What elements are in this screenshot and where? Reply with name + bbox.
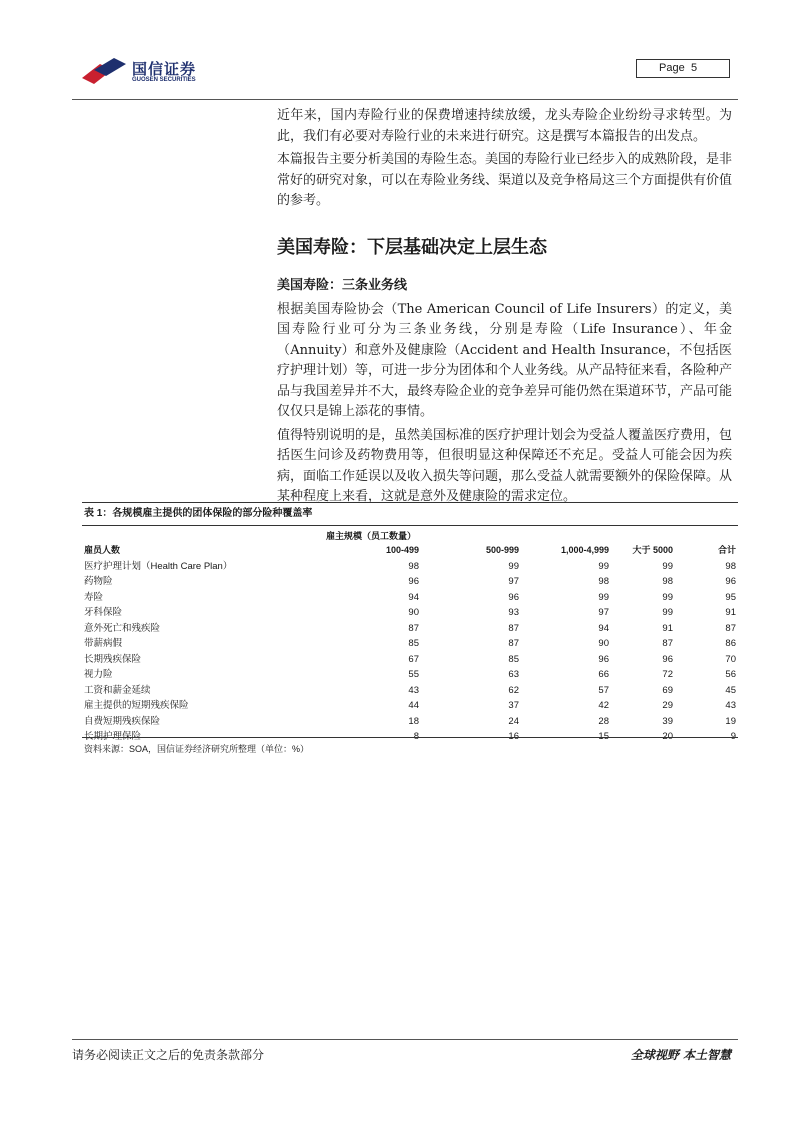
row-value: 91 [725, 607, 736, 618]
table-row [82, 605, 736, 621]
row-value: 87 [725, 622, 736, 634]
row-value: 96 [662, 653, 673, 665]
row-label: 带薪病假 [84, 638, 123, 649]
table-row [82, 559, 736, 575]
row-value: 70 [725, 653, 736, 665]
table-header-row [82, 543, 736, 559]
column-header: 合计 [717, 545, 736, 555]
row-label: 长期残疾保险 [84, 653, 142, 665]
row-value: 37 [508, 700, 519, 711]
main-content [277, 106, 732, 511]
table-bottom-rule [82, 737, 738, 738]
table-row [82, 621, 736, 637]
row-value: 94 [598, 622, 609, 634]
row-value: 90 [598, 638, 609, 649]
row-value: 43 [725, 700, 736, 711]
row-value: 56 [725, 669, 736, 680]
row-value: 99 [662, 560, 673, 572]
table-group-header: 雇主规模（员工数量） [326, 531, 417, 541]
row-label: 医疗护理计划（Health Care Plan） [84, 560, 233, 572]
paragraph-health-plan: 值得特别说明的是，虽然美国标准的医疗护理计划会为受益人覆盖医疗费用，包括医生问诊及药物费用等，但很明显这种保障还不充足。受益人可能会因为疾病，面临工作延误以及收入损失等问题，那么受益人就需要额外的保险保障。从某种程度上来看，这就是意外及健康险的需求定位。 [277, 427, 733, 504]
table-row [82, 652, 736, 668]
column-header: 雇员人数 [84, 545, 121, 555]
row-value: 99 [662, 607, 673, 618]
row-value: 42 [598, 700, 609, 711]
row-value: 24 [508, 715, 519, 727]
row-label: 牙科保险 [84, 607, 123, 618]
row-value: 99 [598, 560, 609, 572]
table-row [82, 590, 736, 606]
row-value: 99 [598, 591, 609, 603]
header-divider [72, 99, 738, 100]
row-value: 98 [598, 576, 609, 587]
row-value: 98 [725, 560, 736, 572]
table-row [82, 714, 736, 730]
logo-text-cn: 国信证券 [132, 60, 197, 78]
row-label: 药物险 [84, 576, 113, 587]
section-heading: 美国寿险：下层基础决定上层生态 [277, 236, 547, 258]
row-value: 87 [408, 622, 419, 634]
row-label: 寿险 [84, 591, 104, 603]
table-row [82, 698, 736, 714]
row-label: 视力险 [84, 669, 113, 680]
row-value: 62 [508, 684, 519, 696]
row-value: 87 [662, 638, 673, 649]
row-value: 45 [725, 684, 736, 696]
table-source: 资料来源：SOA，国信证券经济研究所整理（单位：%） [84, 744, 310, 754]
row-label: 意外死亡和残疾险 [84, 622, 161, 634]
row-value: 96 [408, 576, 419, 587]
row-value: 96 [725, 576, 736, 587]
subsection-heading: 美国寿险：三条业务线 [277, 277, 408, 293]
row-value: 90 [408, 607, 419, 618]
logo-text-en: GUOSEN SECURITIES [132, 77, 196, 83]
paragraph-scope: 本篇报告主要分析美国的寿险生态。美国的寿险行业已经步入的成熟阶段，是非常好的研究对象，可以在寿险业务线、渠道以及竞争格局这三个方面提供有价值的参考。 [277, 152, 733, 208]
row-value: 69 [662, 684, 673, 696]
row-value: 63 [508, 669, 519, 680]
coverage-data-table [82, 543, 736, 745]
row-value: 91 [662, 622, 673, 634]
column-header: 1,000-4,999 [560, 545, 609, 555]
row-value: 99 [508, 560, 519, 572]
row-value: 72 [662, 669, 673, 680]
row-value: 57 [598, 684, 609, 696]
footer-divider [72, 1039, 738, 1040]
page-label: Page [659, 62, 685, 74]
row-label: 雇主提供的短期残疾保险 [84, 700, 189, 711]
paragraph-business-lines: 根据美国寿险协会（The American Council of Life Insurers）的定义，美国寿险行业可分为三条业务线，分别是寿险（Life Insurance）、年金（Annuity）和意外及健康险（Accident and Health Insurance，不包括医疗护理计划）等，可进一步分为团体和个人业务线。从产品特征来看，各险种产品与我国差异并不大，最终寿险企业的竞争差异可能仍然在渠道环节，产品可能仅仅只是锦上添花的事情。 [277, 301, 733, 419]
row-value: 39 [662, 715, 673, 727]
row-value: 44 [408, 700, 419, 711]
row-value: 98 [408, 560, 419, 572]
row-value: 66 [598, 669, 609, 680]
row-value: 28 [598, 715, 609, 727]
row-value: 55 [408, 669, 419, 680]
row-value: 18 [408, 715, 419, 727]
coverage-table [82, 502, 738, 754]
row-value: 86 [725, 638, 736, 649]
row-value: 29 [662, 700, 673, 711]
table-row [82, 636, 736, 652]
row-value: 87 [508, 622, 519, 634]
row-value: 85 [408, 638, 419, 649]
page-number: 5 [691, 62, 698, 74]
table-title: 表 1：各规模雇主提供的团体保险的部分险种覆盖率 [82, 502, 738, 526]
row-value: 96 [598, 653, 609, 665]
row-value: 85 [508, 653, 519, 665]
row-value: 97 [508, 576, 519, 587]
row-label: 工资和薪金延续 [84, 684, 151, 696]
column-header: 100-499 [385, 545, 419, 555]
row-value: 87 [508, 638, 519, 649]
table-row [82, 683, 736, 699]
row-value: 96 [508, 591, 519, 603]
column-header: 500-999 [485, 545, 519, 555]
table-row [82, 667, 736, 683]
row-value: 95 [725, 591, 736, 603]
column-header: 大于 5000 [632, 545, 673, 555]
row-value: 99 [662, 591, 673, 603]
row-label: 自费短期残疾保险 [84, 715, 161, 727]
row-value: 94 [408, 591, 419, 603]
logo-mark-icon [80, 56, 128, 86]
row-value: 93 [508, 607, 519, 618]
footer-slogan: 全球视野 本土智慧 [630, 1048, 731, 1062]
row-value: 67 [408, 653, 419, 665]
row-value: 43 [408, 684, 419, 696]
page-indicator [636, 59, 730, 78]
company-logo [80, 54, 210, 88]
row-value: 98 [662, 576, 673, 587]
row-value: 97 [598, 607, 609, 618]
paragraph-intro: 近年来，国内寿险行业的保费增速持续放缓，龙头寿险企业纷纷寻求转型。为此，我们有必要对寿险行业的未来进行研究。这是撰写本篇报告的出发点。 [277, 108, 732, 144]
row-value: 19 [725, 715, 736, 727]
table-row [82, 574, 736, 590]
footer-disclaimer: 请务必阅读正文之后的免责条款部分 [72, 1048, 265, 1062]
